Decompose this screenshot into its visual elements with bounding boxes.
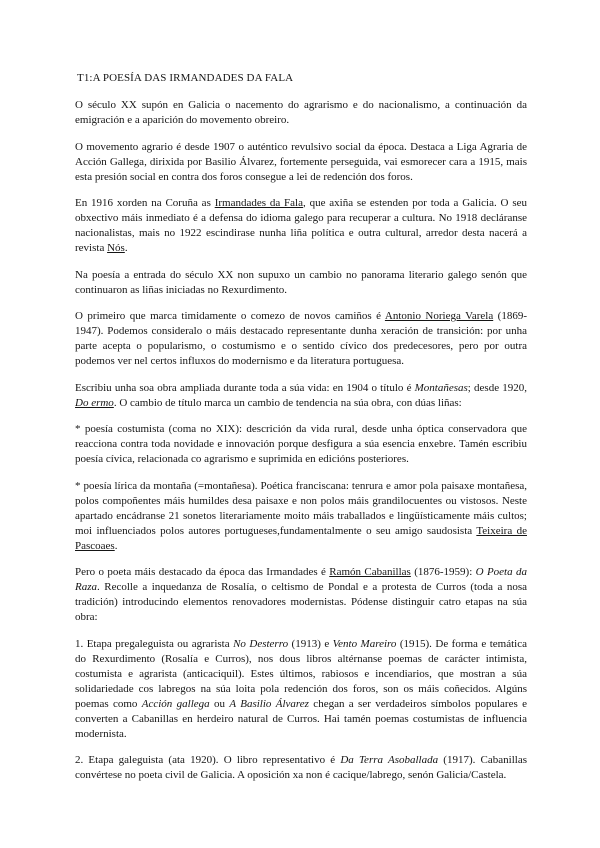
paragraph bbox=[75, 381, 527, 411]
paragraph-text: 2. Etapa galeguista (ata 1920). O libro representativo é bbox=[75, 754, 341, 766]
work-title: Da Terra Asoballada bbox=[340, 754, 439, 766]
paragraph-text: O século XX supón en Galicia o nacemento do agrarismo e do nacionalismo, a continuación da emigración e a aparición do movemento obreiro. bbox=[75, 99, 527, 126]
work-title: A Basilio Álvarez bbox=[229, 697, 309, 710]
paragraph-text: En 1916 xorden na Coruña as bbox=[75, 197, 215, 209]
paragraph bbox=[75, 637, 527, 742]
paragraph-text: . bbox=[124, 242, 128, 254]
document-title: T1:A POESÍA DAS IRMANDADES DA FALA bbox=[77, 72, 294, 84]
document-content bbox=[75, 71, 527, 795]
document-body bbox=[75, 98, 527, 783]
paragraph-text: Pero o poeta máis destacado da época das Irmandades é bbox=[75, 566, 330, 578]
paragraph-text: Escribiu unha soa obra ampliada durante toda a súa vida: en 1904 o título é bbox=[75, 381, 415, 394]
paragraph bbox=[75, 268, 527, 298]
paragraph-text: * poesía costumista (coma no XIX): descrición da vida rural, desde unha óptica conservadora que reacciona contra toda novidade e innovación porque desfigura a súa esencia enxebre. Tamén escribiu poesía cívica, relacionada co agrarismo e suprimida en edicións posteriores. bbox=[75, 423, 527, 465]
work-title: Montañesas bbox=[414, 381, 468, 394]
paragraph-text: (1869-1947). Podemos consideralo o máis destacado representante dunha xeración de transición: por unha parte acepta o popularismo, o costumismo e o sentido cívico dos predecesores, pero por outra podemos ver nel certos influxos do modernismo e da literatura portuguesa. bbox=[75, 310, 527, 367]
underlined-link[interactable]: Teixeira de Pascoaes bbox=[75, 524, 527, 552]
paragraph-text: 1. Etapa pregaleguista ou agrarista bbox=[75, 637, 234, 650]
underlined-link[interactable]: Do ermo bbox=[75, 396, 114, 409]
paragraph bbox=[75, 753, 527, 783]
paragraph-text: chegan a ser verdadeiros símbolos populares e converten a Cabanillas en herdeiro natural de Curros. Hai tamén poemas costumistas de influencia modernista. bbox=[75, 697, 527, 740]
paragraph-text: ou bbox=[209, 697, 230, 710]
paragraph bbox=[75, 140, 527, 185]
work-title: O Poeta da Raza bbox=[75, 566, 527, 593]
paragraph-text: O primeiro que marca timidamente o comezo de novos camiños é bbox=[75, 310, 385, 322]
paragraph-text: O movemento agrario é desde 1907 o auténtico revulsivo social da época. Destaca a Liga Agraria de Acción Gallega, dirixida por Basilio Álvarez, fortemente perseguida, vai esmorecer cara a 1915, mais esta presión social en contra dos foros consegue a lei de redención dos foros. bbox=[75, 140, 527, 183]
paragraph-text: Na poesía a entrada do século XX non supuxo un cambio no panorama literario galego senón que continuaron as liñas iniciadas no Rexurdimento. bbox=[75, 268, 527, 296]
paragraph-text: (1915). De forma e temática do Rexurdimento (Rosalía e Curros), nos dous libros altérnanse poemas de carácter intimista, costumista e agrarista (anticaciquil). Estes últimos, rabiosos e incendiarios, que mostran a súa solidariedade cos labregos na súa loita pola redención dos foros, son os máis coñecidos. Algúns poemas como bbox=[75, 637, 527, 710]
paragraph-text: (1876-1959): bbox=[410, 566, 476, 578]
paragraph bbox=[75, 309, 527, 369]
paragraph bbox=[75, 98, 527, 128]
paragraph-text: . O cambio de título marca un cambio de tendencia na súa obra, con dúas liñas: bbox=[113, 396, 462, 409]
underlined-link[interactable]: Ramón Cabanillas bbox=[329, 566, 411, 578]
underlined-link[interactable]: Antonio Noriega Varela bbox=[384, 310, 494, 322]
underlined-link[interactable]: Irmandades da Fala bbox=[214, 197, 303, 209]
paragraph-text: ; desde 1920, bbox=[467, 381, 527, 394]
paragraph bbox=[75, 196, 527, 256]
paragraph-text: * poesía lírica da montaña (=montañesa). Poética franciscana: tenrura e amor pola paisaxe montañesa, polos compoñentes máis humildes desa paisaxe e non polos máis grandilocuentes ou vistosos. Neste apartado encádranse 21 sonetos literariamente moito máis traballados e lingüísticamente máis cultos; moi influenciados polos autores portugueses,fundamentalmente o seu amigo saudosista bbox=[75, 479, 527, 537]
paragraph-text: (1917). Cabanillas convértese no poeta civil de Galicia. A oposición xa non é cacique/labrego, senón Galicia/Castela. bbox=[75, 754, 527, 781]
paragraph bbox=[75, 479, 527, 554]
paragraph bbox=[75, 565, 527, 625]
underlined-link[interactable]: Nós bbox=[107, 242, 125, 254]
paragraph-text: . Recolle a inquedanza de Rosalía, o celtismo de Pondal e a protesta de Curros (toda a nosa tradición) introducindo elementos renovadores modernistas. Pódense distinguir catro etapas na súa obra: bbox=[75, 581, 527, 623]
work-title: Vento Mareiro bbox=[332, 637, 397, 650]
paragraph bbox=[75, 422, 527, 467]
paragraph-text: (1913) e bbox=[288, 637, 333, 650]
work-title: No Desterro bbox=[233, 637, 289, 650]
work-title: Acción gallega bbox=[141, 697, 210, 710]
paragraph-text: , que axiña se estenden por toda a Galicia. O seu obxectivo máis inmediato é a defensa do idioma galego para recuperar a cultura. No 1918 decláranse nacionalistas, mais no 1922 escindirase nunha liña política e outra cultural, arredor desta nacerá a revista bbox=[75, 197, 527, 254]
paragraph-text: . bbox=[114, 539, 118, 552]
